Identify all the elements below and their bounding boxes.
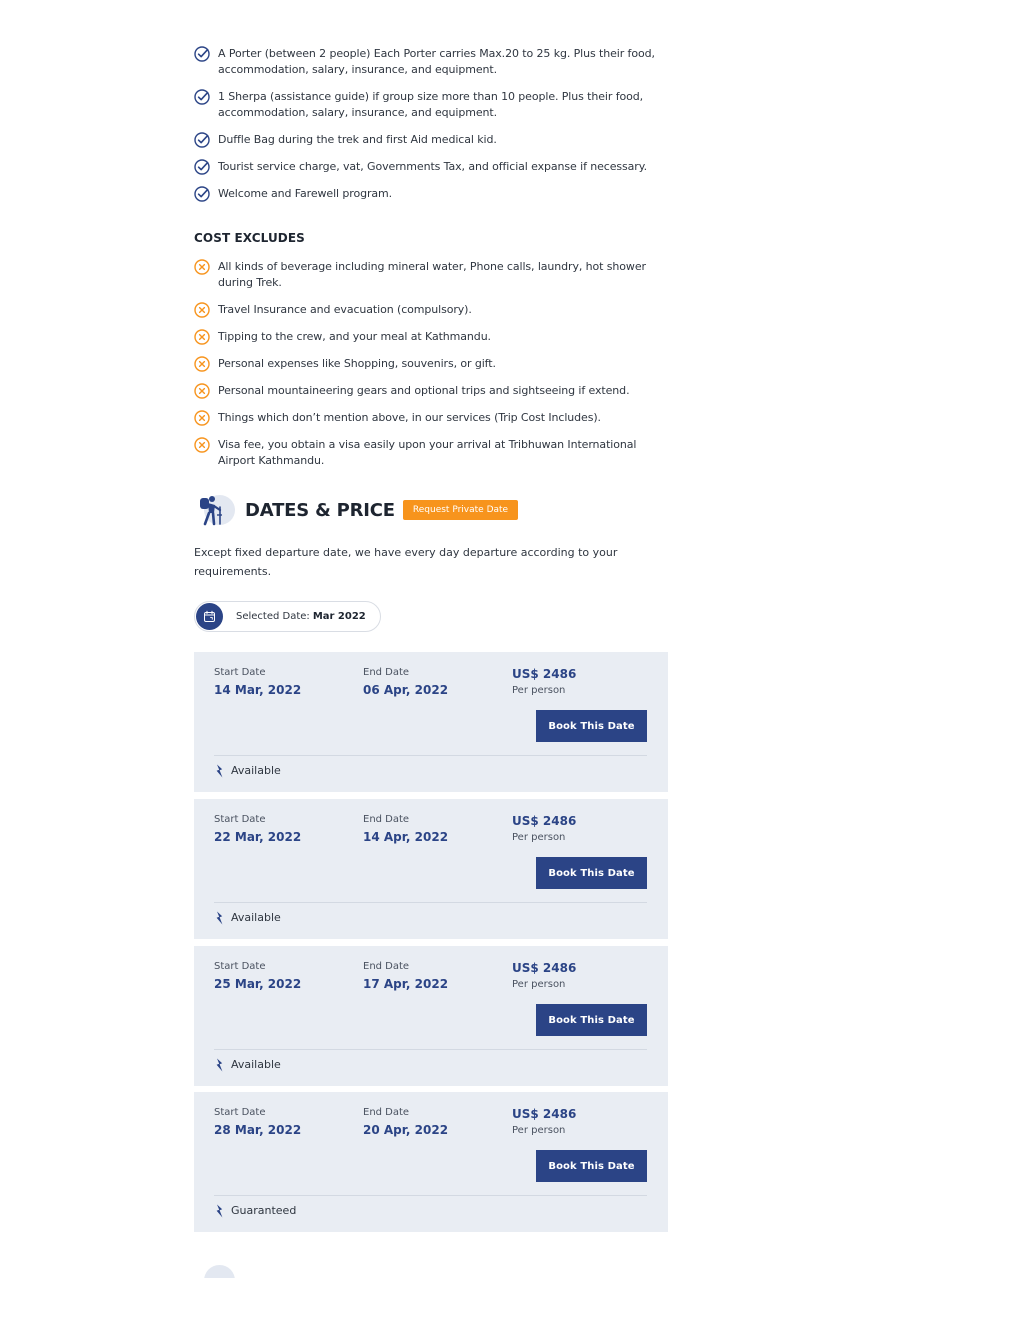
x-circle-icon [194, 437, 210, 453]
availability-text: Guaranteed [231, 1203, 297, 1217]
card-divider [214, 1195, 647, 1196]
dates-price-title: DATES & PRICE [245, 499, 395, 521]
departure-card [194, 1092, 668, 1232]
exclude-text: Tipping to the crew, and your meal at Kathmandu. [218, 330, 491, 343]
price-col [512, 667, 576, 698]
start-date-col [214, 1107, 301, 1138]
calendar-icon [196, 603, 223, 630]
start-date-col [214, 961, 301, 992]
book-this-date-button[interactable]: Book This Date [536, 710, 647, 742]
availability-status [214, 1203, 296, 1217]
start-date-label: Start Date [214, 667, 266, 678]
per-person-label: Per person [512, 685, 566, 696]
price-value: US$ 2486 [512, 814, 577, 828]
bolt-icon [214, 910, 225, 924]
end-date-label: End Date [363, 961, 410, 972]
check-circle-icon [194, 46, 210, 62]
availability-status [214, 910, 281, 924]
include-text: A Porter (between 2 people) Each Porter carries Max.20 to 25 kg. Plus their food, accommodation, salary, insurance, and equipment. [218, 47, 655, 76]
end-date-col [363, 667, 448, 698]
end-date-label: End Date [363, 814, 410, 825]
exclude-text: All kinds of beverage including mineral water, Phone calls, laundry, hot shower during Trek. [218, 260, 646, 289]
request-private-date-button[interactable]: Request Private Date [403, 500, 518, 520]
per-person-label: Per person [512, 832, 566, 843]
exclude-item [194, 259, 668, 291]
include-text: Tourist service charge, vat, Governments Tax, and official expanse if necessary. [218, 160, 647, 173]
end-date-value: 06 Apr, 2022 [363, 683, 449, 697]
departure-card [194, 946, 668, 1086]
book-this-date-button[interactable]: Book This Date [536, 857, 647, 889]
book-this-date-button[interactable]: Book This Date [536, 1150, 647, 1182]
x-circle-icon [194, 410, 210, 426]
departure-card [194, 652, 668, 792]
availability-status [214, 763, 281, 777]
include-item [194, 89, 668, 121]
exclude-item [194, 383, 668, 399]
price-value: US$ 2486 [512, 1107, 577, 1121]
include-item [194, 46, 668, 78]
end-date-value: 17 Apr, 2022 [363, 977, 449, 991]
selected-date-value: Mar 2022 [312, 611, 366, 622]
exclude-text: Visa fee, you obtain a visa easily upon your arrival at Tribhuwan International Airport Kathmandu. [218, 438, 637, 467]
exclude-text: Personal expenses like Shopping, souvenirs, or gift. [218, 357, 496, 370]
availability-text: Available [231, 1057, 281, 1071]
x-circle-icon [194, 356, 210, 372]
check-circle-icon [194, 186, 210, 202]
start-date-label: Start Date [214, 961, 266, 972]
check-circle-icon [194, 132, 210, 148]
departure-card [194, 799, 668, 939]
book-this-date-button[interactable]: Book This Date [536, 1004, 647, 1036]
selected-date-filter[interactable] [194, 601, 381, 632]
exclude-item [194, 410, 668, 426]
cost-includes-list [194, 46, 668, 213]
end-date-col [363, 814, 448, 845]
exclude-item [194, 437, 668, 469]
price-value: US$ 2486 [512, 961, 577, 975]
x-circle-icon [194, 302, 210, 318]
include-item [194, 132, 668, 148]
card-divider [214, 902, 647, 903]
x-circle-icon [194, 383, 210, 399]
price-value: US$ 2486 [512, 667, 577, 681]
exclude-item [194, 302, 668, 318]
check-circle-icon [194, 159, 210, 175]
card-divider [214, 755, 647, 756]
dates-price-header [194, 493, 518, 527]
exclude-item [194, 356, 668, 372]
bolt-icon [214, 763, 225, 777]
cost-excludes-heading: COST EXCLUDES [194, 231, 305, 245]
availability-text: Available [231, 910, 281, 924]
page-bottom [194, 1278, 294, 1325]
price-col [512, 961, 576, 992]
bolt-icon [214, 1203, 225, 1217]
per-person-label: Per person [512, 1125, 566, 1136]
per-person-label: Per person [512, 979, 566, 990]
include-text: Welcome and Farewell program. [218, 187, 393, 200]
start-date-col [214, 667, 301, 698]
availability-status [214, 1057, 281, 1071]
start-date-label: Start Date [214, 814, 266, 825]
trekker-icon [194, 493, 236, 527]
end-date-col [363, 1107, 448, 1138]
end-date-col [363, 961, 448, 992]
exclude-text: Personal mountaineering gears and optional trips and sightseeing if extend. [218, 384, 630, 397]
dates-price-description: Except fixed departure date, we have every day departure according to your requirements. [194, 546, 618, 578]
include-text: Duffle Bag during the trek and first Aid medical kid. [218, 133, 497, 146]
end-date-value: 20 Apr, 2022 [363, 1123, 449, 1137]
availability-text: Available [231, 763, 281, 777]
exclude-text: Travel Insurance and evacuation (compulsory). [218, 303, 472, 316]
include-text: 1 Sherpa (assistance guide) if group size more than 10 people. Plus their food, accommodation, salary, insurance, and equipment. [218, 90, 644, 119]
x-circle-icon [194, 329, 210, 345]
selected-date-label: Selected Date: [236, 611, 310, 622]
start-date-col [214, 814, 301, 845]
price-col [512, 1107, 576, 1138]
cost-excludes-list [194, 259, 668, 480]
start-date-value: 25 Mar, 2022 [214, 977, 302, 991]
end-date-label: End Date [363, 1107, 410, 1118]
start-date-value: 28 Mar, 2022 [214, 1123, 302, 1137]
check-circle-icon [194, 89, 210, 105]
bolt-icon [214, 1057, 225, 1071]
x-circle-icon [194, 259, 210, 275]
card-divider [214, 1049, 647, 1050]
start-date-label: Start Date [214, 1107, 266, 1118]
end-date-label: End Date [363, 667, 410, 678]
start-date-value: 14 Mar, 2022 [214, 683, 302, 697]
include-item [194, 159, 668, 175]
include-item [194, 186, 668, 202]
end-date-value: 14 Apr, 2022 [363, 830, 449, 844]
exclude-item [194, 329, 668, 345]
exclude-text: Things which don’t mention above, in our services (Trip Cost Includes). [218, 411, 601, 424]
price-col [512, 814, 576, 845]
start-date-value: 22 Mar, 2022 [214, 830, 302, 844]
